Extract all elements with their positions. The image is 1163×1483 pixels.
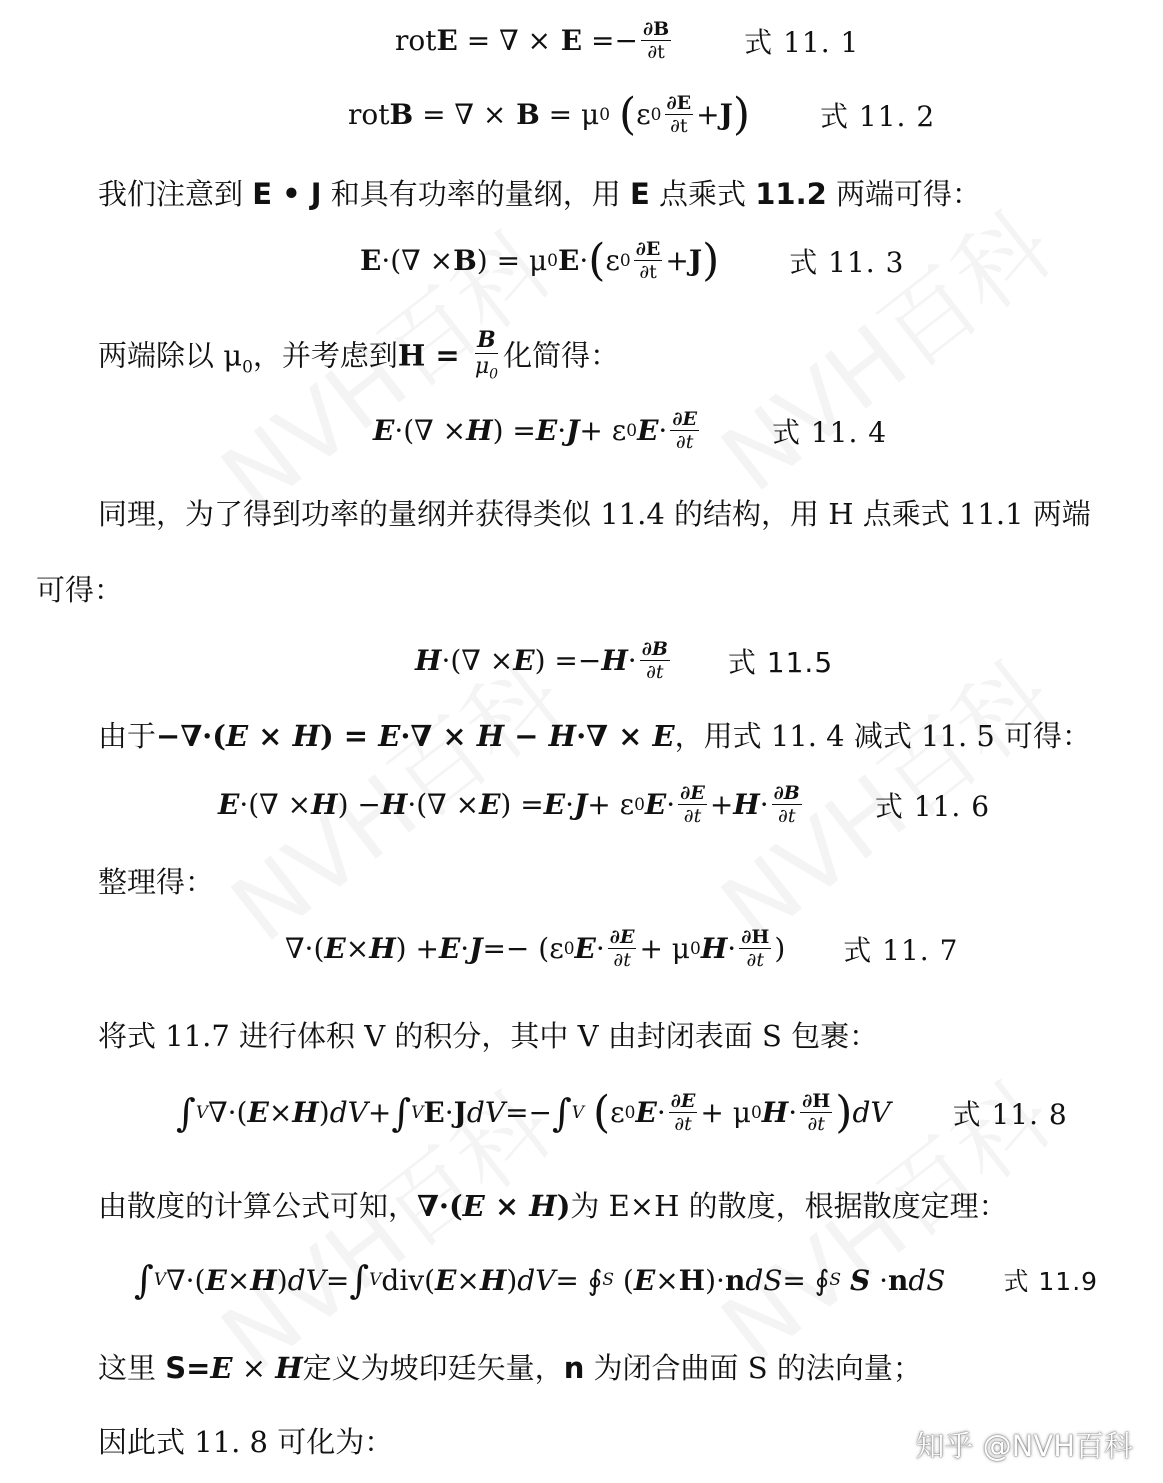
equation-body: ∫ V ∇·( E × H ) dV = ∫ V div( E × H ) dV = ∮ S ( E × H )· n dS = ∮ S S · n dS [134,1258,946,1302]
equation-body: H ·(∇ × E ) =− H · $\frac{\partial B}{\partial t}$ [415,638,668,683]
equation-tag: 式 11. 2 [820,99,936,133]
zhihu-logo-watermark: 知乎 @NVH百科 [915,1429,1133,1463]
equation-tag: 式 11. 1 [744,25,860,59]
paragraph-6: 将式 11.7 进行体积 V 的积分，其中 V 由封闭表面 S 包裹： [98,1019,879,1053]
equation-11-3 [360,234,905,286]
paragraph-4: 由于−∇·(E × H) = E·∇ × H − H·∇ × E，用式 11. 4 减式 11. 5 可得： [98,719,1092,753]
equation-tag: 式 11.5 [727,645,834,679]
equation-11-8 [176,1086,1068,1138]
equation-tag: 式 11. 3 [789,245,905,279]
equation-operator: rot [395,24,437,57]
paragraph-1: 我们注意到 E • J 和具有功率的量纲，用 E 点乘式 11.2 两端可得： [98,177,982,211]
equation-11-6 [218,782,990,827]
watermark-text [690,175,1075,516]
equation-body: rot B = ∇ × B = μ 0 ( ε 0 $\frac{\partial E}{\partial t}$ + J ) [348,88,751,140]
equation-11-7 [285,926,958,971]
paragraph-2: 两端除以 $\mu_0$，并考虑到H = $\frac{B}{\mu_0}$ 化简得： [98,327,620,383]
equation-tag: 式 11. 7 [843,933,959,967]
paragraph-3: 同理，为了得到功率的量纲并获得类似 11.4 的结构，用 H 点乘式 11.1 两端 [98,497,1091,531]
equation-11-2 [348,88,936,140]
equation-body: ∫ V ∇·( E × H ) dV + ∫ V E · J dV =− ∫ V ( ε 0 E · $\frac{\partial E}{\partial t}$ + μ 0 H · $\frac{\partial H}{\partial t}$ ) dV [176,1086,891,1138]
equation-tag: 式 11. 8 [952,1097,1068,1131]
equation-11-4 [373,408,887,453]
equation-11-1 [395,18,859,63]
equation-operator: rot [348,98,390,131]
equation-body: ∇·( E × H ) + E · J =− (ε 0 E · $\frac{\partial E}{\partial t}$ + μ 0 H · $\frac{\partial H}{\partial t}$ ) [285,926,786,971]
equation-11-5 [415,638,833,683]
equation-tag: 式 11. 4 [771,415,888,449]
paragraph-9: 因此式 11. 8 可化为： [98,1425,394,1459]
equation-body: E ·(∇ × B ) = μ 0 E · ( ε 0 $\frac{\partial E}{\partial t}$ + J ) [360,234,720,286]
paragraph-8: 这里 S=E × H定义为坡印廷矢量，n 为闭合曲面 S 的法向量； [98,1351,922,1385]
paragraph-5: 整理得： [98,865,215,899]
equation-body: E ·(∇ × H ) = E · J + ε 0 E · $\frac{\partial E}{\partial t}$ [373,408,697,453]
equation-11-9 [134,1258,1098,1302]
equation-body: E ·(∇ × H ) − H ·(∇ × E ) = E · J + ε 0 E · $\frac{\partial E}{\partial t}$ + H · $\frac{\partial B}{\partial t}$ [218,782,800,827]
paragraph-7: 由散度的计算公式可知，∇·(E × H)为 E×H 的散度，根据散度定理： [98,1189,1008,1223]
equation-tag: 式 11.9 [1003,1267,1099,1296]
equation-body: rot E = ∇ × E =− $\frac{\partial B}{\partial t}$ [395,18,670,63]
equation-tag: 式 11. 6 [874,789,991,823]
paragraph-3-continued: 可得： [36,573,124,607]
